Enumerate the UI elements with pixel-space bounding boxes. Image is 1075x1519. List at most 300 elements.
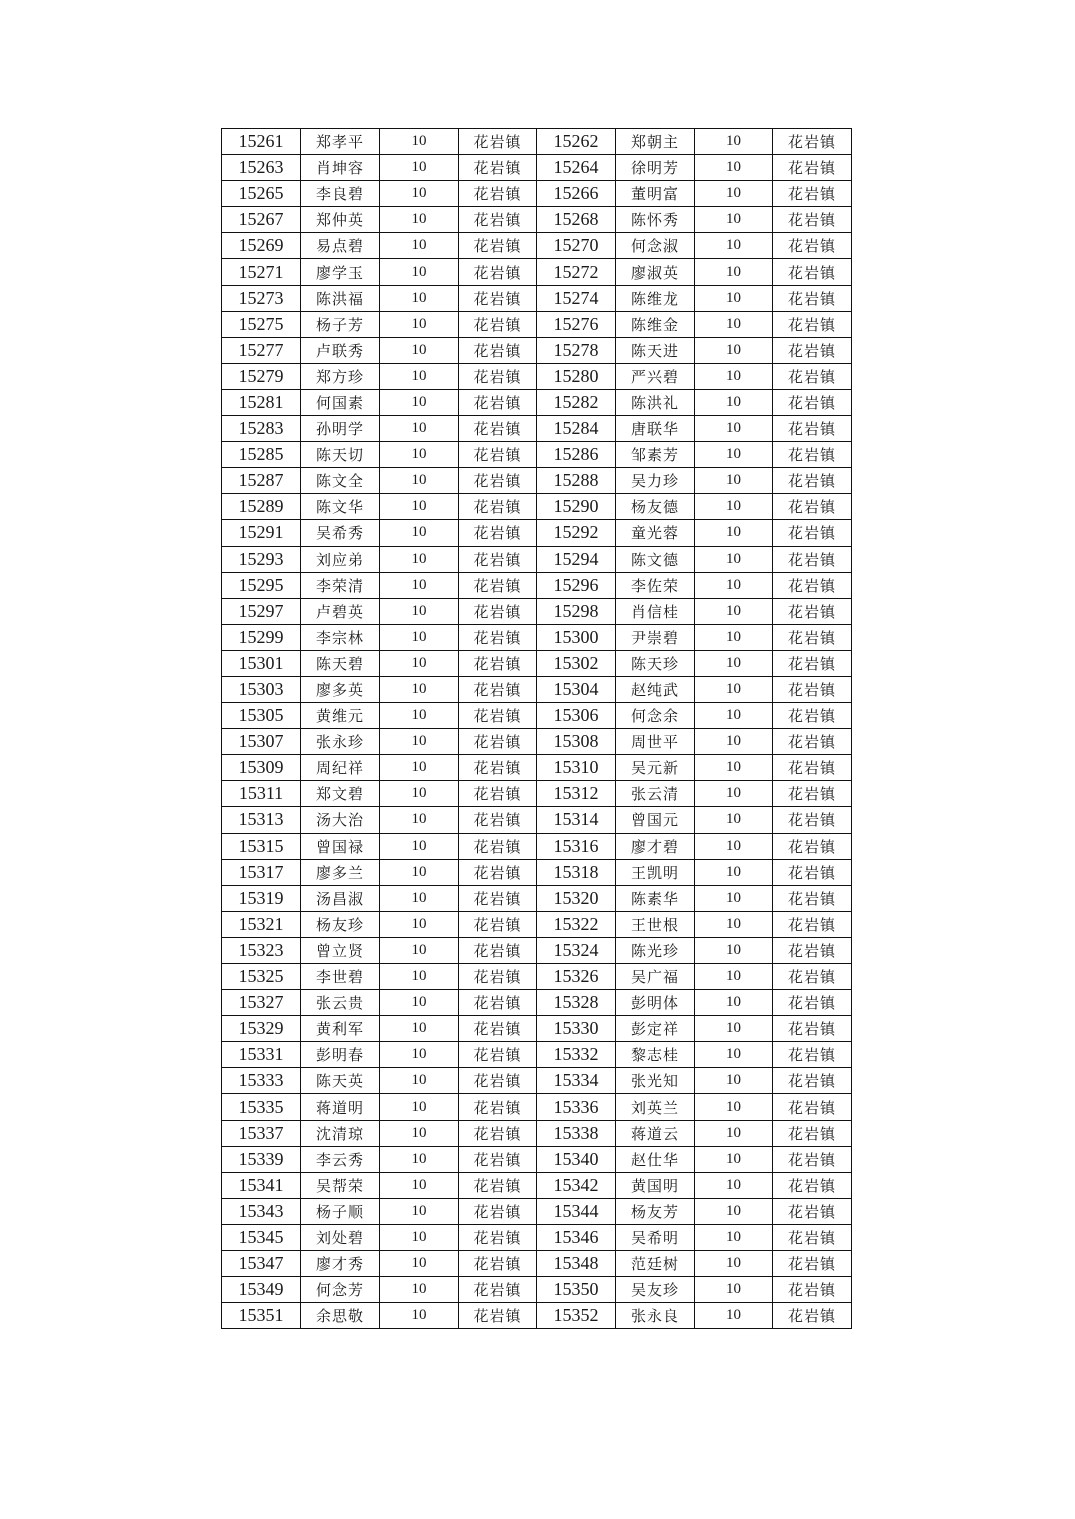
town-cell: 花岩镇 bbox=[459, 520, 537, 546]
table-row bbox=[222, 337, 852, 363]
table-row bbox=[222, 207, 852, 233]
record-id-cell: 15290 bbox=[537, 494, 616, 520]
town-cell: 花岩镇 bbox=[773, 650, 852, 676]
town-cell: 花岩镇 bbox=[773, 807, 852, 833]
record-id-cell: 15323 bbox=[222, 937, 301, 963]
amount-cell: 10 bbox=[695, 781, 773, 807]
person-name-cell: 余思敬 bbox=[301, 1303, 380, 1329]
person-name-cell: 彭明春 bbox=[301, 1042, 380, 1068]
town-cell: 花岩镇 bbox=[773, 285, 852, 311]
town-cell: 花岩镇 bbox=[773, 885, 852, 911]
town-cell: 花岩镇 bbox=[459, 964, 537, 990]
table-row bbox=[222, 1094, 852, 1120]
record-id-cell: 15284 bbox=[537, 416, 616, 442]
amount-cell: 10 bbox=[695, 1277, 773, 1303]
amount-cell: 10 bbox=[695, 1016, 773, 1042]
record-id-cell: 15319 bbox=[222, 885, 301, 911]
town-cell: 花岩镇 bbox=[459, 1251, 537, 1277]
town-cell: 花岩镇 bbox=[773, 155, 852, 181]
town-cell: 花岩镇 bbox=[459, 729, 537, 755]
town-cell: 花岩镇 bbox=[459, 859, 537, 885]
person-name-cell: 吴希明 bbox=[616, 1224, 695, 1250]
table-row bbox=[222, 1146, 852, 1172]
person-name-cell: 吴帮荣 bbox=[301, 1172, 380, 1198]
record-id-cell: 15302 bbox=[537, 650, 616, 676]
town-cell: 花岩镇 bbox=[459, 1224, 537, 1250]
record-id-cell: 15318 bbox=[537, 859, 616, 885]
amount-cell: 10 bbox=[695, 911, 773, 937]
amount-cell: 10 bbox=[380, 1277, 459, 1303]
amount-cell: 10 bbox=[380, 676, 459, 702]
record-id-cell: 15307 bbox=[222, 729, 301, 755]
person-name-cell: 曾国元 bbox=[616, 807, 695, 833]
town-cell: 花岩镇 bbox=[459, 1172, 537, 1198]
record-id-cell: 15326 bbox=[537, 964, 616, 990]
amount-cell: 10 bbox=[695, 572, 773, 598]
amount-cell: 10 bbox=[380, 1120, 459, 1146]
table-row bbox=[222, 233, 852, 259]
amount-cell: 10 bbox=[380, 1172, 459, 1198]
amount-cell: 10 bbox=[380, 911, 459, 937]
person-name-cell: 卢联秀 bbox=[301, 337, 380, 363]
amount-cell: 10 bbox=[695, 755, 773, 781]
record-id-cell: 15335 bbox=[222, 1094, 301, 1120]
table-row bbox=[222, 181, 852, 207]
person-name-cell: 张永珍 bbox=[301, 729, 380, 755]
town-cell: 花岩镇 bbox=[459, 1042, 537, 1068]
person-name-cell: 唐联华 bbox=[616, 416, 695, 442]
person-name-cell: 廖淑英 bbox=[616, 259, 695, 285]
amount-cell: 10 bbox=[380, 181, 459, 207]
record-id-cell: 15266 bbox=[537, 181, 616, 207]
record-id-cell: 15352 bbox=[537, 1303, 616, 1329]
amount-cell: 10 bbox=[380, 703, 459, 729]
town-cell: 花岩镇 bbox=[459, 389, 537, 415]
table-row bbox=[222, 807, 852, 833]
person-name-cell: 易点碧 bbox=[301, 233, 380, 259]
record-id-cell: 15343 bbox=[222, 1198, 301, 1224]
town-cell: 花岩镇 bbox=[459, 703, 537, 729]
record-id-cell: 15328 bbox=[537, 990, 616, 1016]
town-cell: 花岩镇 bbox=[773, 833, 852, 859]
town-cell: 花岩镇 bbox=[773, 859, 852, 885]
amount-cell: 10 bbox=[695, 807, 773, 833]
table-row bbox=[222, 285, 852, 311]
amount-cell: 10 bbox=[695, 1303, 773, 1329]
town-cell: 花岩镇 bbox=[459, 755, 537, 781]
amount-cell: 10 bbox=[695, 1224, 773, 1250]
town-cell: 花岩镇 bbox=[773, 729, 852, 755]
table-row bbox=[222, 363, 852, 389]
person-name-cell: 陈天切 bbox=[301, 442, 380, 468]
person-name-cell: 陈文华 bbox=[301, 494, 380, 520]
person-name-cell: 张光知 bbox=[616, 1068, 695, 1094]
person-name-cell: 陈洪礼 bbox=[616, 389, 695, 415]
record-id-cell: 15342 bbox=[537, 1172, 616, 1198]
town-cell: 花岩镇 bbox=[773, 911, 852, 937]
amount-cell: 10 bbox=[695, 990, 773, 1016]
town-cell: 花岩镇 bbox=[773, 389, 852, 415]
record-id-cell: 15346 bbox=[537, 1224, 616, 1250]
record-id-cell: 15276 bbox=[537, 311, 616, 337]
record-id-cell: 15330 bbox=[537, 1016, 616, 1042]
town-cell: 花岩镇 bbox=[459, 1068, 537, 1094]
town-cell: 花岩镇 bbox=[459, 572, 537, 598]
amount-cell: 10 bbox=[380, 807, 459, 833]
record-id-cell: 15327 bbox=[222, 990, 301, 1016]
person-name-cell: 尹崇碧 bbox=[616, 624, 695, 650]
person-name-cell: 陈维金 bbox=[616, 311, 695, 337]
person-name-cell: 汤大治 bbox=[301, 807, 380, 833]
amount-cell: 10 bbox=[380, 389, 459, 415]
person-name-cell: 李宗林 bbox=[301, 624, 380, 650]
town-cell: 花岩镇 bbox=[773, 233, 852, 259]
person-name-cell: 何国素 bbox=[301, 389, 380, 415]
amount-cell: 10 bbox=[695, 676, 773, 702]
person-name-cell: 吴力珍 bbox=[616, 468, 695, 494]
table-row bbox=[222, 833, 852, 859]
amount-cell: 10 bbox=[380, 363, 459, 389]
record-id-cell: 15303 bbox=[222, 676, 301, 702]
amount-cell: 10 bbox=[695, 337, 773, 363]
person-name-cell: 张云贵 bbox=[301, 990, 380, 1016]
amount-cell: 10 bbox=[695, 363, 773, 389]
record-id-cell: 15294 bbox=[537, 546, 616, 572]
town-cell: 花岩镇 bbox=[773, 1251, 852, 1277]
table-row bbox=[222, 990, 852, 1016]
amount-cell: 10 bbox=[380, 311, 459, 337]
record-id-cell: 15279 bbox=[222, 363, 301, 389]
person-name-cell: 杨子顺 bbox=[301, 1198, 380, 1224]
town-cell: 花岩镇 bbox=[459, 233, 537, 259]
person-name-cell: 廖多英 bbox=[301, 676, 380, 702]
person-name-cell: 陈洪福 bbox=[301, 285, 380, 311]
amount-cell: 10 bbox=[695, 964, 773, 990]
town-cell: 花岩镇 bbox=[459, 494, 537, 520]
amount-cell: 10 bbox=[380, 859, 459, 885]
table-row bbox=[222, 1068, 852, 1094]
amount-cell: 10 bbox=[380, 494, 459, 520]
town-cell: 花岩镇 bbox=[459, 650, 537, 676]
record-id-cell: 15349 bbox=[222, 1277, 301, 1303]
person-name-cell: 黄利军 bbox=[301, 1016, 380, 1042]
town-cell: 花岩镇 bbox=[773, 494, 852, 520]
person-name-cell: 蒋道明 bbox=[301, 1094, 380, 1120]
amount-cell: 10 bbox=[695, 1120, 773, 1146]
town-cell: 花岩镇 bbox=[773, 1198, 852, 1224]
amount-cell: 10 bbox=[380, 937, 459, 963]
person-name-cell: 彭定祥 bbox=[616, 1016, 695, 1042]
person-name-cell: 杨子芳 bbox=[301, 311, 380, 337]
table-row bbox=[222, 416, 852, 442]
person-name-cell: 肖坤容 bbox=[301, 155, 380, 181]
amount-cell: 10 bbox=[695, 181, 773, 207]
record-id-cell: 15268 bbox=[537, 207, 616, 233]
table-row bbox=[222, 937, 852, 963]
record-id-cell: 15324 bbox=[537, 937, 616, 963]
person-name-cell: 孙明学 bbox=[301, 416, 380, 442]
record-id-cell: 15338 bbox=[537, 1120, 616, 1146]
person-name-cell: 肖信桂 bbox=[616, 598, 695, 624]
record-id-cell: 15298 bbox=[537, 598, 616, 624]
amount-cell: 10 bbox=[380, 1303, 459, 1329]
record-id-cell: 15311 bbox=[222, 781, 301, 807]
person-name-cell: 范廷树 bbox=[616, 1251, 695, 1277]
person-name-cell: 蒋道云 bbox=[616, 1120, 695, 1146]
record-id-cell: 15331 bbox=[222, 1042, 301, 1068]
table-row bbox=[222, 1016, 852, 1042]
record-id-cell: 15345 bbox=[222, 1224, 301, 1250]
record-id-cell: 15263 bbox=[222, 155, 301, 181]
amount-cell: 10 bbox=[695, 1251, 773, 1277]
roster-table-body bbox=[222, 129, 852, 1329]
town-cell: 花岩镇 bbox=[773, 520, 852, 546]
town-cell: 花岩镇 bbox=[459, 598, 537, 624]
amount-cell: 10 bbox=[695, 233, 773, 259]
record-id-cell: 15288 bbox=[537, 468, 616, 494]
town-cell: 花岩镇 bbox=[773, 572, 852, 598]
town-cell: 花岩镇 bbox=[459, 911, 537, 937]
person-name-cell: 陈怀秀 bbox=[616, 207, 695, 233]
record-id-cell: 15316 bbox=[537, 833, 616, 859]
amount-cell: 10 bbox=[695, 598, 773, 624]
record-id-cell: 15309 bbox=[222, 755, 301, 781]
amount-cell: 10 bbox=[380, 129, 459, 155]
person-name-cell: 刘应弟 bbox=[301, 546, 380, 572]
record-id-cell: 15274 bbox=[537, 285, 616, 311]
town-cell: 花岩镇 bbox=[773, 1120, 852, 1146]
record-id-cell: 15305 bbox=[222, 703, 301, 729]
amount-cell: 10 bbox=[695, 285, 773, 311]
table-row bbox=[222, 703, 852, 729]
town-cell: 花岩镇 bbox=[459, 1094, 537, 1120]
town-cell: 花岩镇 bbox=[459, 285, 537, 311]
person-name-cell: 郑仲英 bbox=[301, 207, 380, 233]
amount-cell: 10 bbox=[380, 964, 459, 990]
person-name-cell: 陈维龙 bbox=[616, 285, 695, 311]
amount-cell: 10 bbox=[695, 1068, 773, 1094]
person-name-cell: 陈天进 bbox=[616, 337, 695, 363]
amount-cell: 10 bbox=[695, 859, 773, 885]
record-id-cell: 15347 bbox=[222, 1251, 301, 1277]
table-row bbox=[222, 676, 852, 702]
person-name-cell: 郑文碧 bbox=[301, 781, 380, 807]
person-name-cell: 赵仕华 bbox=[616, 1146, 695, 1172]
town-cell: 花岩镇 bbox=[773, 598, 852, 624]
town-cell: 花岩镇 bbox=[773, 1094, 852, 1120]
town-cell: 花岩镇 bbox=[773, 1277, 852, 1303]
amount-cell: 10 bbox=[380, 1016, 459, 1042]
amount-cell: 10 bbox=[380, 442, 459, 468]
town-cell: 花岩镇 bbox=[773, 1172, 852, 1198]
amount-cell: 10 bbox=[695, 729, 773, 755]
town-cell: 花岩镇 bbox=[459, 1016, 537, 1042]
town-cell: 花岩镇 bbox=[773, 624, 852, 650]
amount-cell: 10 bbox=[380, 233, 459, 259]
table-row bbox=[222, 729, 852, 755]
table-row bbox=[222, 624, 852, 650]
record-id-cell: 15289 bbox=[222, 494, 301, 520]
record-id-cell: 15315 bbox=[222, 833, 301, 859]
amount-cell: 10 bbox=[380, 781, 459, 807]
town-cell: 花岩镇 bbox=[459, 337, 537, 363]
amount-cell: 10 bbox=[695, 937, 773, 963]
amount-cell: 10 bbox=[380, 520, 459, 546]
town-cell: 花岩镇 bbox=[459, 363, 537, 389]
record-id-cell: 15283 bbox=[222, 416, 301, 442]
town-cell: 花岩镇 bbox=[773, 1068, 852, 1094]
person-name-cell: 董明富 bbox=[616, 181, 695, 207]
amount-cell: 10 bbox=[380, 259, 459, 285]
table-row bbox=[222, 546, 852, 572]
amount-cell: 10 bbox=[695, 520, 773, 546]
town-cell: 花岩镇 bbox=[773, 703, 852, 729]
amount-cell: 10 bbox=[695, 442, 773, 468]
person-name-cell: 王凯明 bbox=[616, 859, 695, 885]
amount-cell: 10 bbox=[695, 885, 773, 911]
town-cell: 花岩镇 bbox=[773, 1042, 852, 1068]
amount-cell: 10 bbox=[380, 650, 459, 676]
record-id-cell: 15287 bbox=[222, 468, 301, 494]
town-cell: 花岩镇 bbox=[773, 781, 852, 807]
town-cell: 花岩镇 bbox=[459, 1303, 537, 1329]
table-row bbox=[222, 572, 852, 598]
person-name-cell: 刘英兰 bbox=[616, 1094, 695, 1120]
amount-cell: 10 bbox=[380, 285, 459, 311]
town-cell: 花岩镇 bbox=[459, 937, 537, 963]
town-cell: 花岩镇 bbox=[459, 807, 537, 833]
town-cell: 花岩镇 bbox=[773, 207, 852, 233]
town-cell: 花岩镇 bbox=[773, 1146, 852, 1172]
person-name-cell: 陈素华 bbox=[616, 885, 695, 911]
record-id-cell: 15270 bbox=[537, 233, 616, 259]
amount-cell: 10 bbox=[695, 259, 773, 285]
record-id-cell: 15341 bbox=[222, 1172, 301, 1198]
person-name-cell: 郑孝平 bbox=[301, 129, 380, 155]
table-row bbox=[222, 129, 852, 155]
record-id-cell: 15348 bbox=[537, 1251, 616, 1277]
amount-cell: 10 bbox=[695, 494, 773, 520]
person-name-cell: 廖学玉 bbox=[301, 259, 380, 285]
record-id-cell: 15306 bbox=[537, 703, 616, 729]
record-id-cell: 15337 bbox=[222, 1120, 301, 1146]
person-name-cell: 陈天英 bbox=[301, 1068, 380, 1094]
table-row bbox=[222, 859, 852, 885]
record-id-cell: 15262 bbox=[537, 129, 616, 155]
town-cell: 花岩镇 bbox=[773, 468, 852, 494]
amount-cell: 10 bbox=[380, 1068, 459, 1094]
amount-cell: 10 bbox=[380, 1251, 459, 1277]
person-name-cell: 李佐荣 bbox=[616, 572, 695, 598]
town-cell: 花岩镇 bbox=[773, 259, 852, 285]
person-name-cell: 曾国禄 bbox=[301, 833, 380, 859]
town-cell: 花岩镇 bbox=[459, 885, 537, 911]
record-id-cell: 15314 bbox=[537, 807, 616, 833]
record-id-cell: 15293 bbox=[222, 546, 301, 572]
town-cell: 花岩镇 bbox=[459, 129, 537, 155]
amount-cell: 10 bbox=[380, 598, 459, 624]
person-name-cell: 吴元新 bbox=[616, 755, 695, 781]
record-id-cell: 15295 bbox=[222, 572, 301, 598]
table-row bbox=[222, 520, 852, 546]
record-id-cell: 15265 bbox=[222, 181, 301, 207]
record-id-cell: 15310 bbox=[537, 755, 616, 781]
table-row bbox=[222, 885, 852, 911]
record-id-cell: 15282 bbox=[537, 389, 616, 415]
town-cell: 花岩镇 bbox=[459, 416, 537, 442]
record-id-cell: 15292 bbox=[537, 520, 616, 546]
record-id-cell: 15269 bbox=[222, 233, 301, 259]
table-row bbox=[222, 755, 852, 781]
record-id-cell: 15264 bbox=[537, 155, 616, 181]
person-name-cell: 陈光珍 bbox=[616, 937, 695, 963]
record-id-cell: 15333 bbox=[222, 1068, 301, 1094]
table-row bbox=[222, 1042, 852, 1068]
person-name-cell: 汤昌淑 bbox=[301, 885, 380, 911]
table-row bbox=[222, 1251, 852, 1277]
person-name-cell: 李良碧 bbox=[301, 181, 380, 207]
town-cell: 花岩镇 bbox=[773, 755, 852, 781]
person-name-cell: 张永良 bbox=[616, 1303, 695, 1329]
person-name-cell: 吴友珍 bbox=[616, 1277, 695, 1303]
town-cell: 花岩镇 bbox=[773, 546, 852, 572]
record-id-cell: 15321 bbox=[222, 911, 301, 937]
town-cell: 花岩镇 bbox=[773, 311, 852, 337]
person-name-cell: 杨友珍 bbox=[301, 911, 380, 937]
table-row bbox=[222, 1120, 852, 1146]
town-cell: 花岩镇 bbox=[459, 311, 537, 337]
table-row bbox=[222, 442, 852, 468]
record-id-cell: 15304 bbox=[537, 676, 616, 702]
town-cell: 花岩镇 bbox=[459, 833, 537, 859]
person-name-cell: 何念淑 bbox=[616, 233, 695, 259]
record-id-cell: 15271 bbox=[222, 259, 301, 285]
amount-cell: 10 bbox=[380, 1146, 459, 1172]
person-name-cell: 黎志桂 bbox=[616, 1042, 695, 1068]
town-cell: 花岩镇 bbox=[773, 676, 852, 702]
record-id-cell: 15297 bbox=[222, 598, 301, 624]
record-id-cell: 15301 bbox=[222, 650, 301, 676]
record-id-cell: 15299 bbox=[222, 624, 301, 650]
table-row bbox=[222, 494, 852, 520]
amount-cell: 10 bbox=[695, 468, 773, 494]
town-cell: 花岩镇 bbox=[773, 964, 852, 990]
town-cell: 花岩镇 bbox=[459, 1198, 537, 1224]
table-row bbox=[222, 389, 852, 415]
record-id-cell: 15273 bbox=[222, 285, 301, 311]
person-name-cell: 周世平 bbox=[616, 729, 695, 755]
record-id-cell: 15286 bbox=[537, 442, 616, 468]
table-row bbox=[222, 468, 852, 494]
table-row bbox=[222, 1303, 852, 1329]
record-id-cell: 15281 bbox=[222, 389, 301, 415]
person-name-cell: 卢碧英 bbox=[301, 598, 380, 624]
person-name-cell: 何念余 bbox=[616, 703, 695, 729]
town-cell: 花岩镇 bbox=[459, 1120, 537, 1146]
amount-cell: 10 bbox=[695, 311, 773, 337]
town-cell: 花岩镇 bbox=[459, 676, 537, 702]
town-cell: 花岩镇 bbox=[773, 363, 852, 389]
person-name-cell: 童光蓉 bbox=[616, 520, 695, 546]
amount-cell: 10 bbox=[695, 416, 773, 442]
amount-cell: 10 bbox=[695, 546, 773, 572]
record-id-cell: 15285 bbox=[222, 442, 301, 468]
amount-cell: 10 bbox=[380, 885, 459, 911]
amount-cell: 10 bbox=[695, 624, 773, 650]
person-name-cell: 刘处碧 bbox=[301, 1224, 380, 1250]
table-row bbox=[222, 311, 852, 337]
person-name-cell: 廖多兰 bbox=[301, 859, 380, 885]
